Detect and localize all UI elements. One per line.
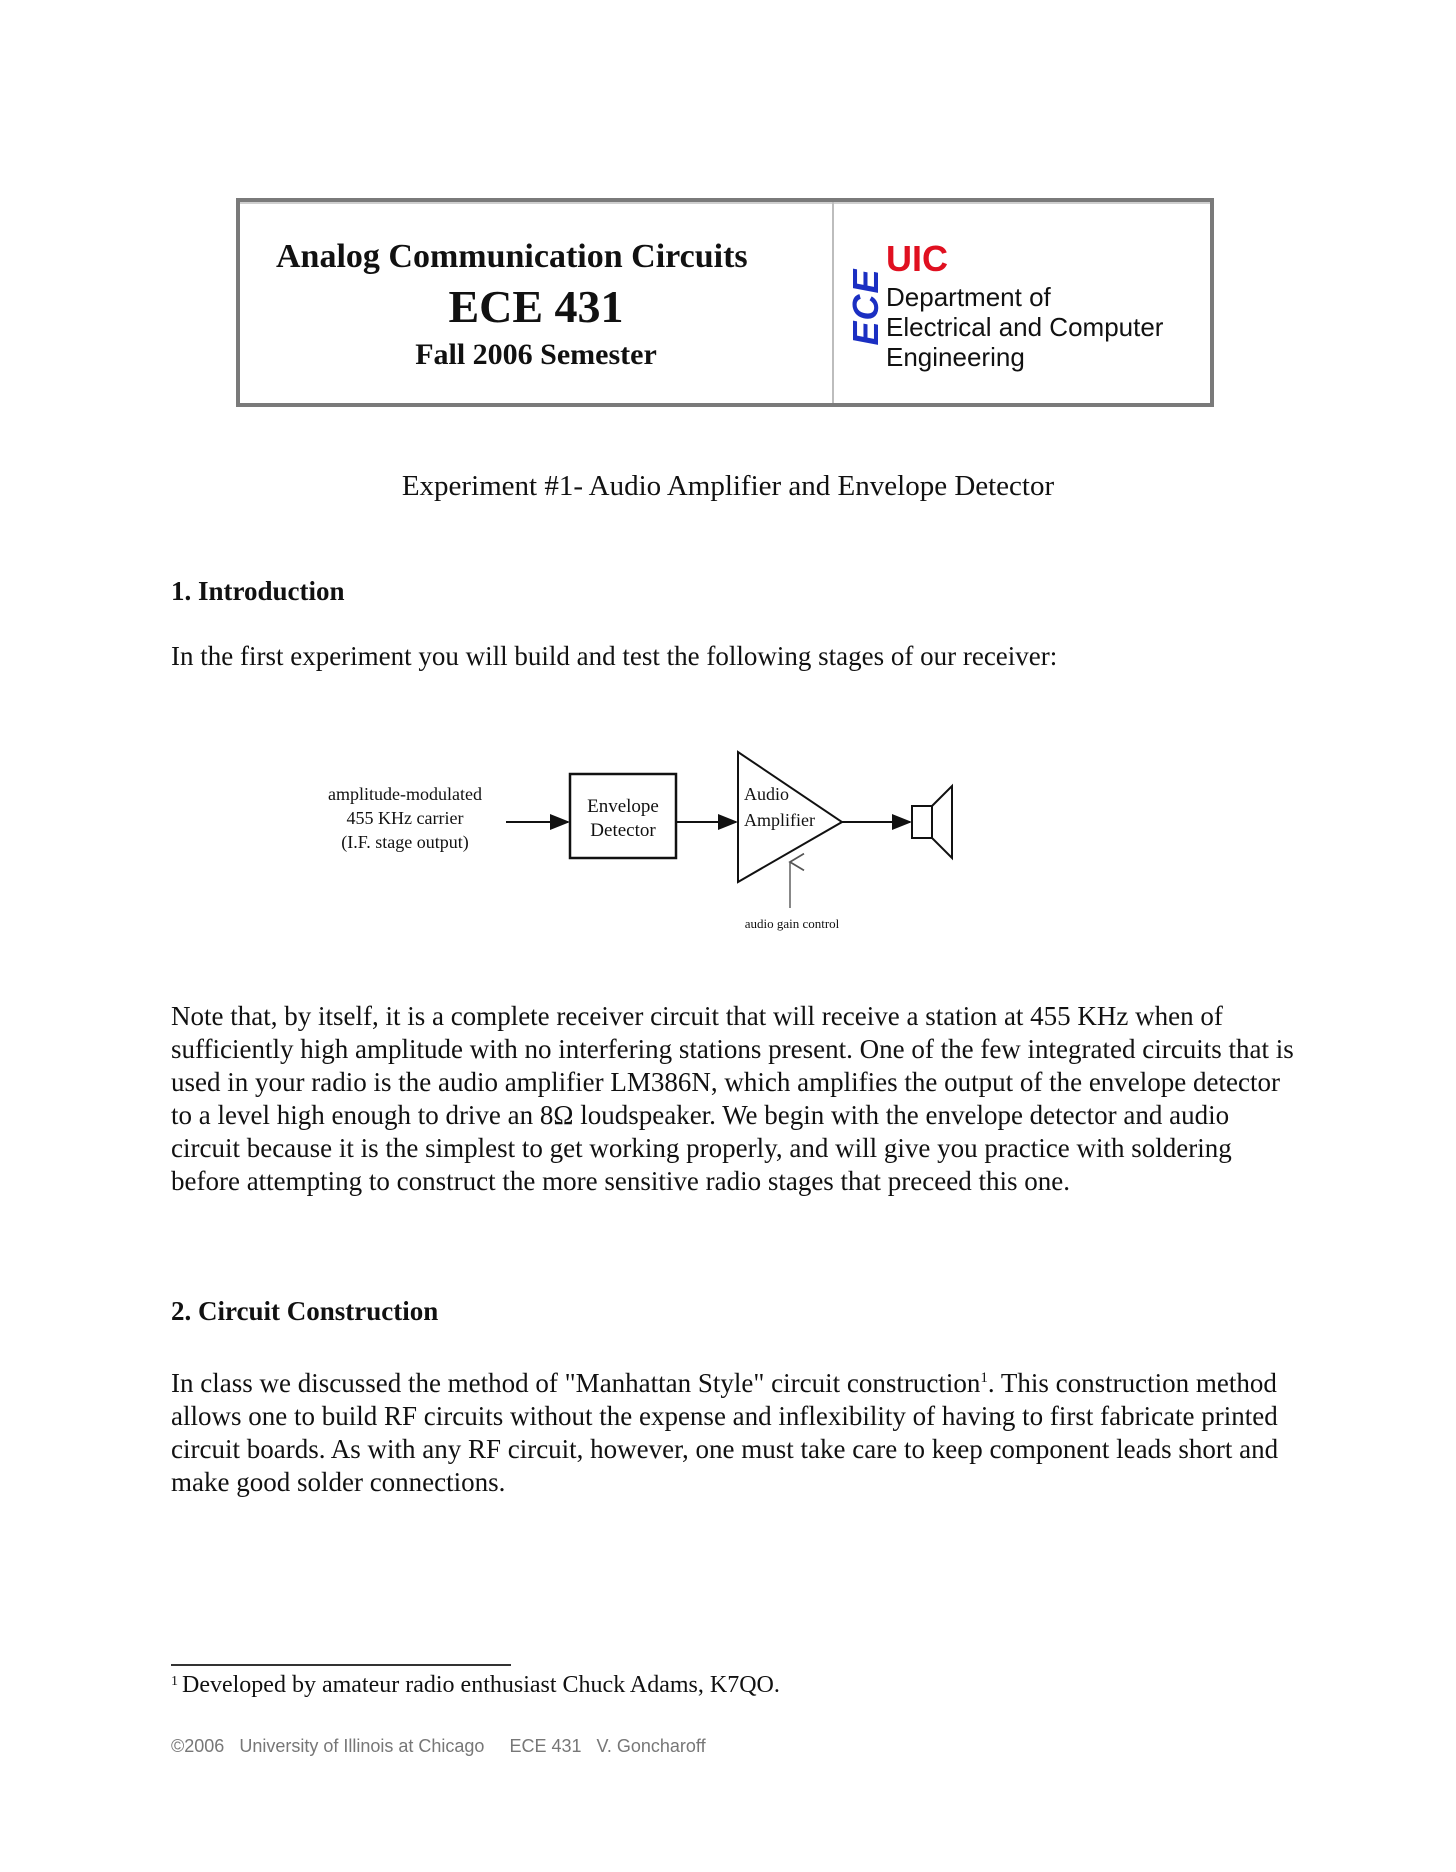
- introduction-paragraph: Note that, by itself, it is a complete receiver circuit that will receive a station at 455 KHz when of sufficiently high amplitude with no interfering stations present. One of the few integrated circuits that is used in your radio is the audio amplifier LM386N, which amplifies the output of the envelope detector to a level high enough to drive an 8Ω loudspeaker. We begin with the envelope detector and audio circuit because it is the simplest to get working properly, and will give you practice with soldering before attempting to construct the more sensitive radio stages that preceed this one.: [171, 1001, 1294, 1196]
- footnote: [171, 1672, 780, 1699]
- construction-text-end: . This construction method allows one to build RF circuits without the expense and inflexibility of having to first fabricate printed circuit boards. As with any RF circuit, however, one must take care to keep component leads short and make good solder connections.: [171, 1368, 1279, 1497]
- semester: Fall 2006 Semester: [415, 338, 657, 371]
- department-name: [886, 282, 1163, 372]
- footer-copyright: ©2006: [171, 1736, 225, 1756]
- footnote-rule: [171, 1664, 511, 1666]
- department-line: Department of: [886, 282, 1051, 312]
- gain-control-label: audio gain control: [744, 916, 840, 931]
- input-label-line: (I.F. stage output): [341, 832, 469, 852]
- footer-course: ECE 431: [509, 1736, 582, 1756]
- university-name: UIC: [886, 238, 948, 279]
- detector-label-line: Detector: [590, 820, 656, 841]
- footnote-reference: 1: [980, 1370, 988, 1386]
- department-line: Electrical and Computer: [886, 312, 1164, 342]
- course-code: ECE 431: [448, 281, 624, 332]
- input-label-line: 455 KHz carrier: [346, 808, 464, 828]
- department-line: Engineering: [886, 342, 1025, 372]
- construction-paragraph: [171, 1362, 1301, 1499]
- footer-university: University of Illinois at Chicago: [239, 1736, 485, 1756]
- input-label-line: amplitude-modulated: [328, 784, 482, 804]
- amplifier-label-line: Audio: [744, 784, 789, 804]
- section-heading-circuit-construction: 2. Circuit Construction: [171, 1296, 439, 1326]
- footer-author: V. Goncharoff: [596, 1736, 706, 1756]
- intro-sentence: In the first experiment you will build and test the following stages of our receiver:: [171, 641, 1058, 671]
- detector-label-line: Envelope: [587, 796, 659, 817]
- header-divider: [832, 202, 834, 403]
- course-header-box: [236, 198, 1214, 407]
- course-title: Analog Communication Circuits: [276, 238, 748, 275]
- ece-logo: [846, 252, 886, 362]
- experiment-title: Experiment #1- Audio Amplifier and Envelope Detector: [401, 470, 1055, 502]
- ece-logo-text: ECE: [845, 268, 886, 346]
- speaker-icon: [912, 786, 952, 858]
- section-heading-introduction: 1. Introduction: [171, 576, 345, 606]
- amplifier-label-line: Amplifier: [744, 810, 815, 830]
- receiver-block-diagram: [300, 740, 980, 940]
- footnote-number: 1: [171, 1674, 178, 1689]
- page-footer: [171, 1736, 706, 1757]
- footnote-text: Developed by amateur radio enthusiast Chuck Adams, K7QO.: [182, 1672, 780, 1698]
- construction-text-start: In class we discussed the method of "Manhattan Style" circuit construction: [171, 1368, 981, 1398]
